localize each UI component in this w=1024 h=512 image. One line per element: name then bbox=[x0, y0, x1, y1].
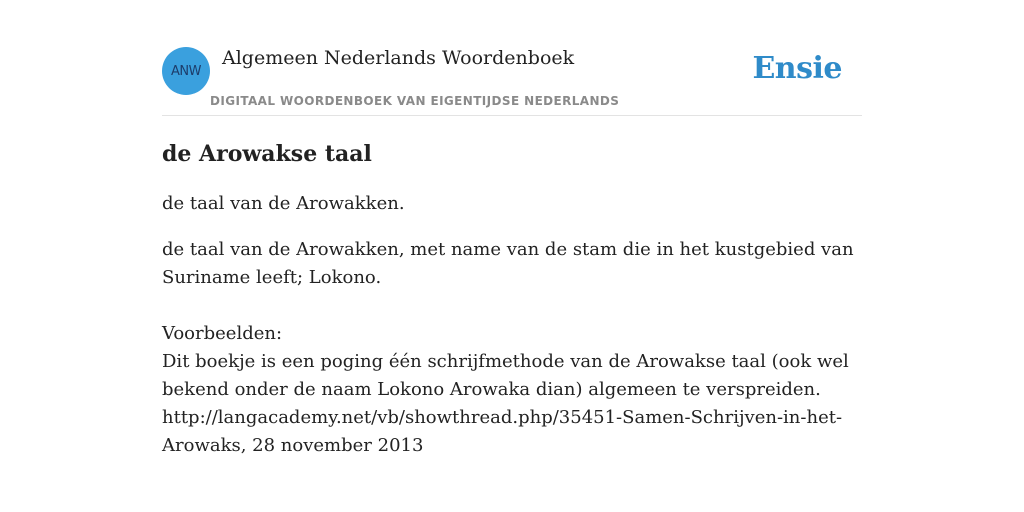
entry-title: de Arowakse taal bbox=[162, 141, 372, 167]
examples-label: Voorbeelden: bbox=[162, 323, 283, 344]
short-definition: de taal van de Arowakken. bbox=[162, 193, 405, 214]
anw-logo-text: ANW bbox=[171, 63, 201, 79]
examples-block bbox=[162, 320, 862, 460]
example-text: Dit boekje is een poging één schrijfmethode van de Arowakse taal (ook wel bekend onder de naam Lokono Arowaka dian) algemeen te verspreiden. bbox=[162, 351, 849, 400]
long-definition: de taal van de Arowakken, met name van de stam die in het kustgebied van Suriname leeft; Lokono. bbox=[162, 239, 854, 288]
ensie-brand-logo[interactable]: Ensie bbox=[752, 51, 842, 86]
header bbox=[162, 47, 862, 116]
anw-logo[interactable] bbox=[162, 47, 210, 95]
entry-content bbox=[162, 138, 862, 460]
example-source: http://langacademy.net/vb/showthread.php/35451-Samen-Schrijven-in-het-Arowaks, 28 november 2013 bbox=[162, 407, 843, 456]
site-subtitle: DIGITAAL WOORDENBOEK VAN EIGENTIJDSE NEDERLANDS bbox=[210, 94, 620, 108]
site-title[interactable]: Algemeen Nederlands Woordenboek bbox=[222, 47, 575, 69]
